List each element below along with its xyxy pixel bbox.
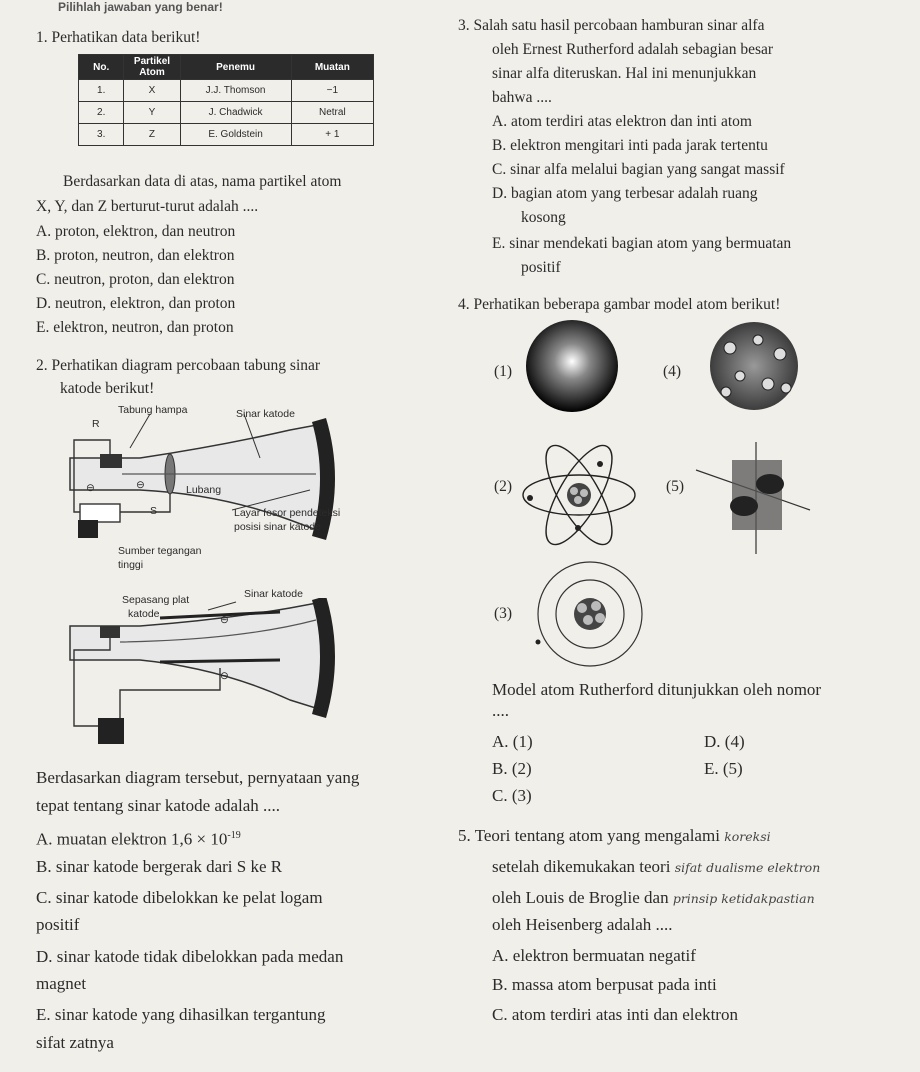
q5-stem-line3 (492, 887, 815, 910)
q3-stem-line4: bahwa .... (492, 89, 552, 106)
table-cell: J.J. Thomson (180, 80, 291, 102)
q5-stem-line3-text: oleh Louis de Broglie dan (492, 888, 669, 907)
q3-option-e-line2: positif (521, 259, 561, 276)
atom-model-5-quantum[interactable] (692, 440, 812, 556)
q3-option-a[interactable]: A. atom terdiri atas elektron dan inti atom (492, 113, 752, 130)
q5-stem-line2 (492, 856, 820, 879)
q3-option-e-line1[interactable]: E. sinar mendekati bagian atom yang bermuatan (492, 235, 792, 252)
q5-option-a[interactable]: A. elektron bermuatan negatif (492, 946, 696, 965)
q1-option-b[interactable]: B. proton, neutron, dan elektron (36, 247, 235, 264)
label-sinar-katode: Sinar katode (236, 408, 295, 420)
q2-stem-line2: katode berikut! (60, 380, 155, 397)
q1-option-c[interactable]: C. neutron, proton, dan elektron (36, 271, 235, 288)
q5-stem-line1-text: 5. Teori tentang atom yang mengalami (458, 826, 720, 845)
atom-model-1-solid-sphere[interactable] (524, 318, 620, 414)
label-sinar-katode-2: Sinar katode (244, 588, 303, 600)
q3-option-d-line2: kosong (521, 209, 566, 226)
table-header-cell: Partikel Atom (124, 55, 180, 80)
label-lubang: Lubang (186, 484, 222, 496)
q4-question-line1: Model atom Rutherford ditunjukkan oleh nomor (492, 680, 822, 699)
label-layar-line1: Layar fosor pendeteksi (234, 507, 341, 519)
q4-option-e[interactable]: E. (5) (704, 759, 743, 778)
q4-option-b[interactable]: B. (2) (492, 759, 532, 778)
q1-data-table (78, 54, 374, 146)
label-plat-line1: Sepasang plat (122, 594, 190, 606)
table-cell: X (124, 80, 180, 102)
table-cell: + 1 (291, 124, 373, 146)
minus-sign-2: ⊖ (136, 479, 145, 491)
model-label-2: (2) (494, 478, 513, 495)
q2-option-b[interactable]: B. sinar katode bergerak dari S ke R (36, 857, 283, 876)
label-sumber-line1: Sumber tegangan (118, 545, 202, 557)
q5-handwritten-1: koreksi (724, 829, 771, 844)
table-cell: Z (124, 124, 180, 146)
minus-sign-bottom: ⊖ (220, 670, 229, 682)
q1-option-a[interactable]: A. proton, elektron, dan neutron (36, 223, 236, 240)
q3-stem-line1: 3. Salah satu hasil percobaan hamburan sinar alfa (458, 17, 765, 34)
q3-stem-line2: oleh Ernest Rutherford adalah sebagian besar (492, 41, 774, 58)
atom-model-2-rutherford[interactable] (520, 436, 638, 554)
q2-option-a[interactable] (36, 825, 241, 851)
q2-option-a-exponent: -19 (227, 830, 241, 841)
q5-option-b[interactable]: B. massa atom berpusat pada inti (492, 975, 717, 994)
q3-stem-line3: sinar alfa diteruskan. Hal ini menunjukkan (492, 65, 757, 82)
q2-option-a-text: A. muatan elektron 1,6 × 10 (36, 829, 228, 849)
table-row (79, 80, 374, 102)
table-cell: 1. (79, 80, 124, 102)
q3-option-c[interactable]: C. sinar alfa melalui bagian yang sangat massif (492, 161, 785, 178)
q4-option-a[interactable]: A. (1) (492, 732, 533, 751)
atom-model-4-plum-pudding[interactable] (698, 318, 808, 414)
q5-handwritten-3: prinsip ketidakpastian (672, 891, 815, 906)
page-header: Pilihlah jawaban yang benar! (58, 0, 223, 14)
q4-stem: 4. Perhatikan beberapa gambar model atom berikut! (458, 296, 781, 313)
model-label-3: (3) (494, 605, 513, 622)
q1-stem: 1. Perhatikan data berikut! (36, 29, 201, 46)
minus-sign-top: ⊖ (220, 614, 229, 626)
table-cell: E. Goldstein (180, 124, 291, 146)
q2-option-d-line1[interactable]: D. sinar katode tidak dibelokkan pada medan (36, 947, 344, 966)
q3-option-d-line1[interactable]: D. bagian atom yang terbesar adalah ruang (492, 185, 758, 202)
table-cell: −1 (291, 80, 373, 102)
q2-option-d-line2: magnet (36, 974, 87, 993)
q2-option-e-line2: sifat zatnya (36, 1033, 114, 1052)
table-header-cell: Muatan (291, 55, 373, 80)
q2-option-e-line1[interactable]: E. sinar katode yang dihasilkan tergantung (36, 1005, 326, 1024)
label-r: R (92, 418, 100, 430)
q1-question-line2: X, Y, dan Z berturut-turut adalah .... (36, 198, 259, 215)
minus-sign-1: ⊖ (86, 482, 95, 494)
label-sumber-line2: tinggi (118, 559, 144, 571)
q2-question-line2: tepat tentang sinar katode adalah .... (36, 796, 281, 815)
atom-model-3-bohr[interactable] (526, 560, 654, 668)
table-row (79, 124, 374, 146)
label-tabung-hampa: Tabung hampa (118, 404, 188, 416)
q5-stem-line4: oleh Heisenberg adalah .... (492, 915, 673, 934)
label-plat-line2: katode (128, 608, 160, 620)
q4-question-line2: .... (492, 701, 509, 720)
q2-question-line1: Berdasarkan diagram tersebut, pernyataan yang (36, 768, 360, 787)
table-header-cell: Penemu (180, 55, 291, 80)
label-layar-line2: posisi sinar katode (234, 521, 321, 533)
q5-stem-line1 (458, 825, 771, 848)
q5-option-c[interactable]: C. atom terdiri atas inti dan elektron (492, 1005, 738, 1024)
q2-option-c-line1[interactable]: C. sinar katode dibelokkan ke pelat logam (36, 888, 323, 907)
model-label-5: (5) (666, 478, 685, 495)
table-cell: 3. (79, 124, 124, 146)
model-label-1: (1) (494, 363, 513, 380)
q2-option-c-line2: positif (36, 915, 80, 934)
q1-question-line1: Berdasarkan data di atas, nama partikel atom (63, 173, 342, 190)
cathode-ray-deflection-diagram (60, 598, 400, 748)
table-header-cell: No. (79, 55, 124, 80)
q5-handwritten-2: sifat dualisme elektron (674, 860, 821, 875)
model-label-4: (4) (663, 363, 682, 380)
q3-option-b[interactable]: B. elektron mengitari inti pada jarak tertentu (492, 137, 768, 154)
cathode-ray-tube-diagram (60, 400, 400, 580)
q5-stem-line2-text: setelah dikemukakan teori (492, 857, 671, 876)
q1-option-d[interactable]: D. neutron, elektron, dan proton (36, 295, 236, 312)
table-row (79, 102, 374, 124)
table-cell: J. Chadwick (180, 102, 291, 124)
q1-option-e[interactable]: E. elektron, neutron, dan proton (36, 319, 234, 336)
table-cell: 2. (79, 102, 124, 124)
table-cell: Netral (291, 102, 373, 124)
q4-option-d[interactable]: D. (4) (704, 732, 745, 751)
q2-stem-line1: 2. Perhatikan diagram percobaan tabung sinar (36, 357, 321, 374)
q4-option-c[interactable]: C. (3) (492, 786, 532, 805)
table-cell: Y (124, 102, 180, 124)
table-header-row (79, 55, 374, 80)
label-s: S (150, 505, 158, 517)
